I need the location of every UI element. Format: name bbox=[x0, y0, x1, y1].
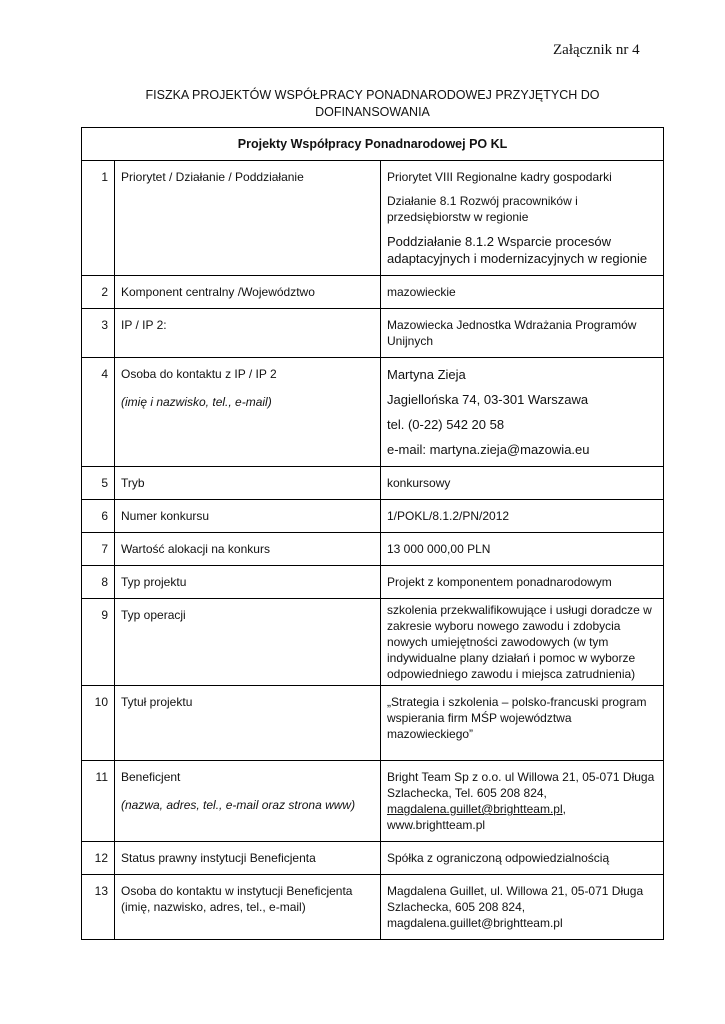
submeasure-text: Poddziałanie 8.1.2 Wsparcie procesów adaptacyjnych i modernizacyjnych w regionie bbox=[387, 234, 648, 266]
heading-line-2: DOFINANSOWANIA bbox=[315, 105, 430, 119]
separator-comma: , bbox=[562, 802, 566, 816]
row-value: szkolenia przekwalifikowujące i usługi doradcze w zakresie wyboru nowego zawodu i zdobycia nowych umiejętności zawodowych (w tym indywidualne plany działań i pomoc w wyborze odpowiedniego zawodu i miejsca zatrudnienia) bbox=[381, 599, 664, 686]
row-value bbox=[381, 358, 664, 467]
measure-text: Działanie 8.1 Rozwój pracowników i przedsiębiorstw w regionie bbox=[387, 194, 578, 224]
contact-name: Martyna Zieja bbox=[387, 367, 466, 382]
table-row bbox=[82, 467, 664, 500]
table-row bbox=[82, 686, 664, 761]
beneficiary-email-link[interactable]: magdalena.guillet@brightteam.pl bbox=[387, 802, 563, 816]
row-label: IP / IP 2: bbox=[115, 309, 381, 358]
row-label-text: Osoba do kontaktu z IP / IP 2 bbox=[121, 367, 277, 381]
row-number: 3 bbox=[82, 309, 115, 358]
row-value: Magdalena Guillet, ul. Willowa 21, 05-071 Długa Szlachecka, 605 208 824, magdalena.guillet@brightteam.pl bbox=[381, 875, 664, 940]
beneficiary-address: Bright Team Sp z o.o. ul Willowa 21, 05-071 Długa Szlachecka, Tel. 605 208 824, bbox=[387, 770, 655, 800]
table-row bbox=[82, 161, 664, 276]
row-number: 8 bbox=[82, 566, 115, 599]
row-label: Numer konkursu bbox=[115, 500, 381, 533]
row-number: 4 bbox=[82, 358, 115, 467]
project-table bbox=[81, 127, 664, 940]
contact-address: Jagiellońska 74, 03-301 Warszawa bbox=[387, 392, 589, 407]
row-label: Status prawny instytucji Beneficjenta bbox=[115, 842, 381, 875]
row-label bbox=[115, 761, 381, 842]
row-value: 1/POKL/8.1.2/PN/2012 bbox=[381, 500, 664, 533]
row-label: Tryb bbox=[115, 467, 381, 500]
contact-phone: tel. (0-22) 542 20 58 bbox=[387, 417, 505, 432]
table-row bbox=[82, 276, 664, 309]
row-number: 5 bbox=[82, 467, 115, 500]
row-value: 13 000 000,00 PLN bbox=[381, 533, 664, 566]
row-number: 1 bbox=[82, 161, 115, 276]
row-number: 9 bbox=[82, 599, 115, 686]
heading-line-1: FISZKA PROJEKTÓW WSPÓŁPRACY PONADNARODOWEJ PRZYJĘTYCH DO bbox=[145, 88, 600, 102]
table-caption: Projekty Współpracy Ponadnarodowej PO KL bbox=[82, 128, 664, 161]
row-value bbox=[381, 761, 664, 842]
row-number: 7 bbox=[82, 533, 115, 566]
row-sublabel: (imię i nazwisko, tel., e-mail) bbox=[121, 395, 272, 409]
row-number: 12 bbox=[82, 842, 115, 875]
row-label: Tytuł projektu bbox=[115, 686, 381, 761]
row-label: Priorytet / Działanie / Poddziałanie bbox=[115, 161, 381, 276]
table-row bbox=[82, 599, 664, 686]
row-label-text: Beneficjent bbox=[121, 770, 181, 784]
table-row bbox=[82, 309, 664, 358]
row-value: Spółka z ograniczoną odpowiedzialnością bbox=[381, 842, 664, 875]
priority-text: Priorytet VIII Regionalne kadry gospodarki bbox=[387, 170, 612, 184]
row-value: mazowieckie bbox=[381, 276, 664, 309]
annex-label: Załącznik nr 4 bbox=[553, 42, 640, 58]
row-label: Wartość alokacji na konkurs bbox=[115, 533, 381, 566]
contact-email: e-mail: martyna.zieja@mazowia.eu bbox=[387, 442, 590, 457]
row-number: 2 bbox=[82, 276, 115, 309]
row-value: Projekt z komponentem ponadnarodowym bbox=[381, 566, 664, 599]
row-label: Osoba do kontaktu w instytucji Beneficjenta (imię, nazwisko, adres, tel., e-mail) bbox=[115, 875, 381, 940]
row-value: „Strategia i szkolenia – polsko-francuski program wspierania firm MŚP województwa mazowieckiego” bbox=[381, 686, 664, 761]
row-label: Typ operacji bbox=[115, 599, 381, 686]
row-value: konkursowy bbox=[381, 467, 664, 500]
table-row bbox=[82, 358, 664, 467]
table-row bbox=[82, 761, 664, 842]
table-row bbox=[82, 500, 664, 533]
row-label bbox=[115, 358, 381, 467]
table-row bbox=[82, 533, 664, 566]
table-row bbox=[82, 842, 664, 875]
table-row bbox=[82, 875, 664, 940]
document-heading bbox=[100, 87, 645, 121]
table-row bbox=[82, 566, 664, 599]
row-number: 13 bbox=[82, 875, 115, 940]
row-label: Komponent centralny /Województwo bbox=[115, 276, 381, 309]
row-value bbox=[381, 161, 664, 276]
row-number: 11 bbox=[82, 761, 115, 842]
row-sublabel: (nazwa, adres, tel., e-mail oraz strona www) bbox=[121, 798, 356, 812]
row-number: 6 bbox=[82, 500, 115, 533]
row-number: 10 bbox=[82, 686, 115, 761]
table-caption-row bbox=[82, 128, 664, 161]
row-label: Typ projektu bbox=[115, 566, 381, 599]
row-value: Mazowiecka Jednostka Wdrażania Programów Unijnych bbox=[381, 309, 664, 358]
beneficiary-website: www.brightteam.pl bbox=[387, 818, 486, 832]
